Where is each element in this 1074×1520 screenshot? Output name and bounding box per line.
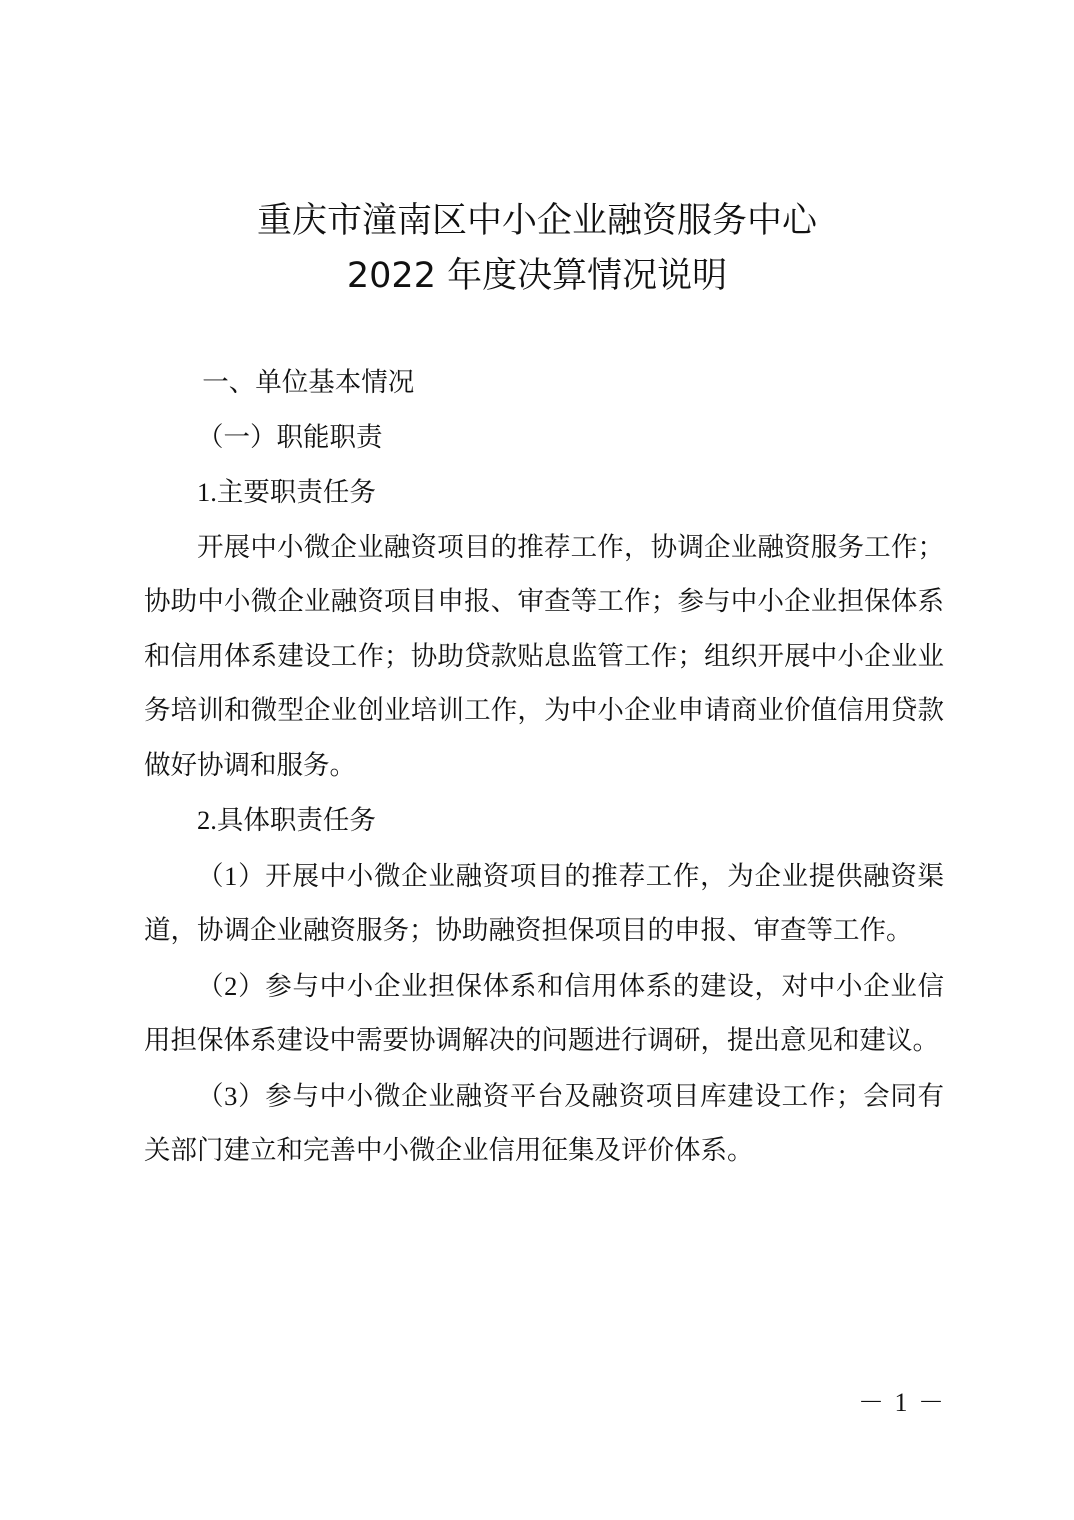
duty1-paragraph	[144, 849, 944, 959]
duty3-text: 参与中小微企业融资平台及融资项目库建设工作；会同有关部门建立和完善中小微企业信用征集及评价体系。	[144, 1080, 945, 1166]
document-title-line2: 2022 年度决算情况说明	[346, 256, 728, 296]
item1-body-paragraph: 开展中小微企业融资项目的推荐工作，协调企业融资服务工作；协助中小微企业融资项目申报、审查等工作；参与中小企业担保体系和信用体系建设工作；协助贷款贴息监管工作；组织开展中小企业业务培训和微型企业创业培训工作，为中小企业申请商业价值信用贷款做好协调和服务。	[144, 531, 944, 781]
item1-heading	[144, 465, 944, 521]
item1-heading-text: 主要职责任务	[216, 477, 376, 508]
item2-heading-number: 2.	[197, 805, 217, 835]
duty3-number: （3）	[197, 1080, 266, 1111]
item2-heading-text: 具体职责任务	[216, 805, 376, 836]
page-number: － 1 －	[858, 1388, 947, 1417]
subsection1-heading: （一）职能职责	[197, 421, 383, 453]
item1-heading-number: 1.	[197, 477, 217, 507]
duty1-text: 开展中小微企业融资项目的推荐工作，为企业提供融资渠道，协调企业融资服务；协助融资担保项目的申报、审查等工作。	[144, 860, 945, 946]
document-body	[144, 356, 944, 1179]
section1-heading: 一、单位基本情况	[202, 367, 415, 398]
document-title-line1: 重庆市潼南区中小企业融资服务中心	[256, 201, 817, 241]
duty2-text: 参与中小企业担保体系和信用体系的建设，对中小企业信用担保体系建设中需要协调解决的问题进行调研，提出意见和建议。	[144, 970, 945, 1056]
duty1-number: （1）	[197, 860, 266, 891]
duty2-number: （2）	[197, 970, 266, 1001]
duty2-paragraph	[144, 959, 944, 1069]
item2-heading	[144, 793, 944, 849]
duty3-paragraph	[144, 1069, 944, 1179]
